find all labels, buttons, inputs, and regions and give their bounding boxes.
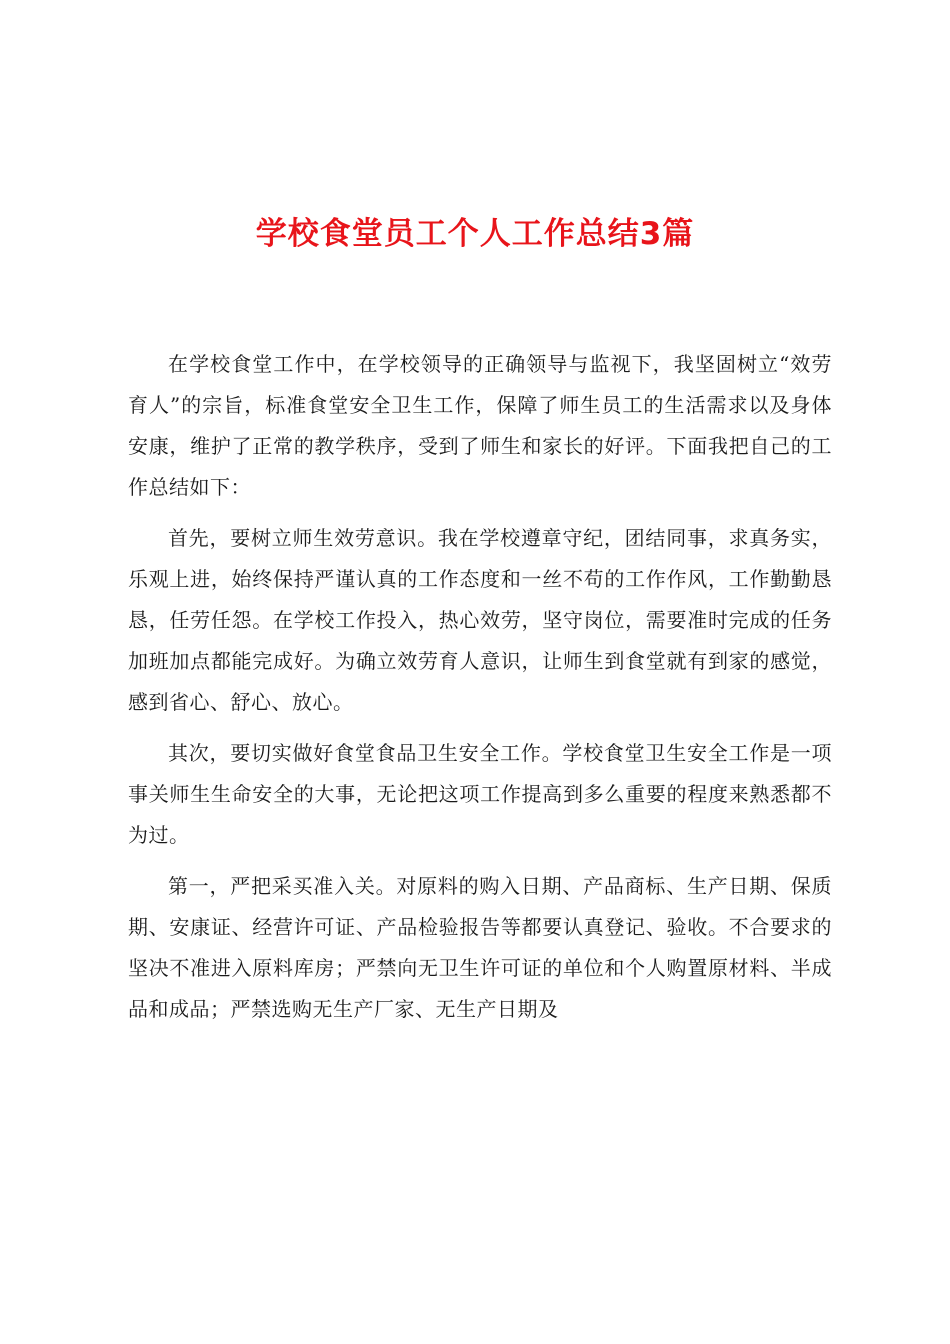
paragraph-service-awareness: 首先，要树立师生效劳意识。我在学校遵章守纪，团结同事，求真务实，乐观上进，始终保持严谨认真的工作态度和一丝不苟的工作作风，工作勤勤恳恳，任劳任怨。在学校工作投入，热心效劳，坚守岗位，需要准时完成的任务加班加点都能完成好。为确立效劳育人意识，让师生到食堂就有到家的感觉，感到省心、舒心、放心。 [128,526,832,714]
paragraph-food-safety: 其次，要切实做好食堂食品卫生安全工作。学校食堂卫生安全工作是一项事关师生生命安全的大事，无论把这项工作提高到多么重要的程度来熟悉都不为过。 [128,741,832,847]
paragraph-intro: 在学校食堂工作中，在学校领导的正确领导与监视下，我坚固树立“效劳育人”的宗旨，标准食堂安全卫生工作，保障了师生员工的生活需求以及身体安康，维护了正常的教学秩序，受到了师生和家长的好评。下面我把自己的工作总结如下： [128,352,832,499]
paragraph-purchasing: 第一，严把采买准入关。对原料的购入日期、产品商标、生产日期、保质期、安康证、经营许可证、产品检验报告等都要认真登记、验收。不合要求的坚决不准进入原料库房；严禁向无卫生许可证的单位和个人购置原材料、半成品和成品；严禁选购无生产厂家、无生产日期及 [128,874,832,1021]
document-title: 学校食堂员工个人工作总结3篇 [255,216,695,252]
document-body [128,344,832,1040]
